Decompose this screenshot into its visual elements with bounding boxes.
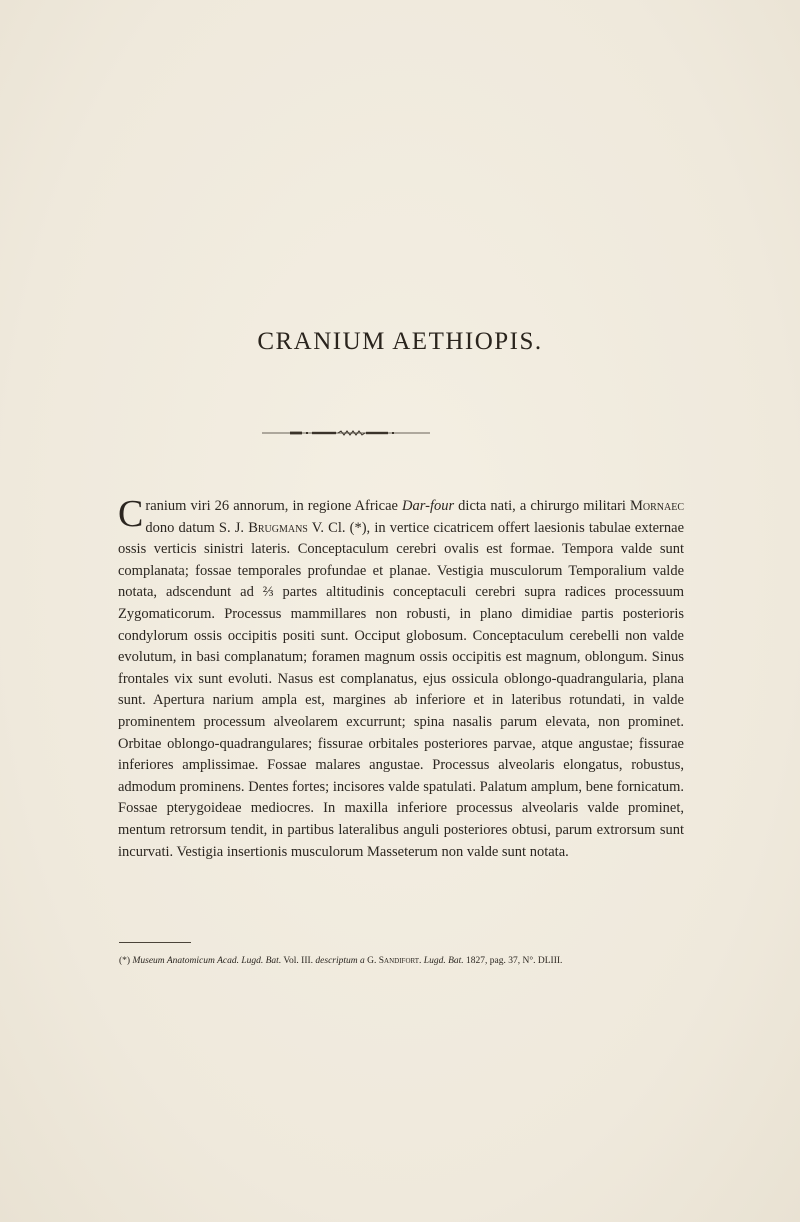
text-segment: ranium viri 26 annorum, in regione Africae [145,498,403,514]
footnote-divider [119,942,191,943]
footnote-text: G. [364,956,379,966]
footnote-text: Vol. III. [281,956,316,966]
place-name: Dar-four [402,498,455,514]
footnote-text: 1827, pag. 37, N°. DLIII. [463,956,563,966]
footnote-author: Sandifort [378,956,420,966]
footnote-mark: (*) [119,956,133,966]
drop-cap: C [118,493,144,535]
ornamental-divider [262,428,430,438]
text-segment: V. Cl. (*), in vertice cicatricem offert laesionis tabulae externae ossis verticis sinistri lateris. Conceptaculum cerebri ovalis est formae. Tempora valde sunt complanata; fossae temporales profundae et planae. Vestigia musculorum Temporalium valde notata, adscendunt ad ⅔ partes altitudinis conceptaculi cerebri supra radices processuum Zygomaticorum. Processus mammillares non robusti, in plano dimidiae partis posterioris condylorum ossis occipitis positi sunt. Occiput globosum. Conceptaculum cerebelli non valde evolutum, in basi complanatum; foramen magnum ossis occipitis est magnum, oblongum. Sinus frontales vix sunt evoluti. Nasus est complanatus, ejus ossicula oblongo-quadrangularia, plana sunt. Apertura narium ampla est, margines ab inferiore et in lateribus rotundati, in valde prominentem processum alveolarem excurrunt; spina nasalis parum elevata, non prominet. Orbitae oblongo-quadrangulares; fissurae orbitales posteriores parvae, atque angustae; fissurae inferiores amplissimae. Fossae malares angustae. Processus alveolaris elongatus, robustus, admodum prominens. Dentes fortes; incisores valde spatulati. Palatum amplum, bene fornicatum. Fossae pterygoideae mediocres. In maxilla inferiore processus alveolaris valde prominet, mentum retrorsum tendit, in partibus lateralibus anguli posteriores obtusi, parum extrorsum sunt incurvati. Vestigia insertionis musculorum Masseterum non valde sunt notata. [118,519,684,860]
text-segment: dono datum S. J. [145,519,249,536]
footnote-citation: Museum Anatomicum Acad. Lugd. Bat. [132,956,282,966]
person-name: Brugmans [248,519,308,536]
footnote-text: . [419,956,424,966]
text-segment: dicta nati, a chirurgo militari [454,498,630,514]
footnote [119,955,685,968]
description-paragraph [118,493,684,863]
person-name: Mornaec [629,498,684,514]
page-title: CRANIUM AETHIOPIS. [257,328,543,355]
footnote-place: Lugd. Bat. [423,956,464,966]
footnote-citation: descriptum a [315,956,365,966]
